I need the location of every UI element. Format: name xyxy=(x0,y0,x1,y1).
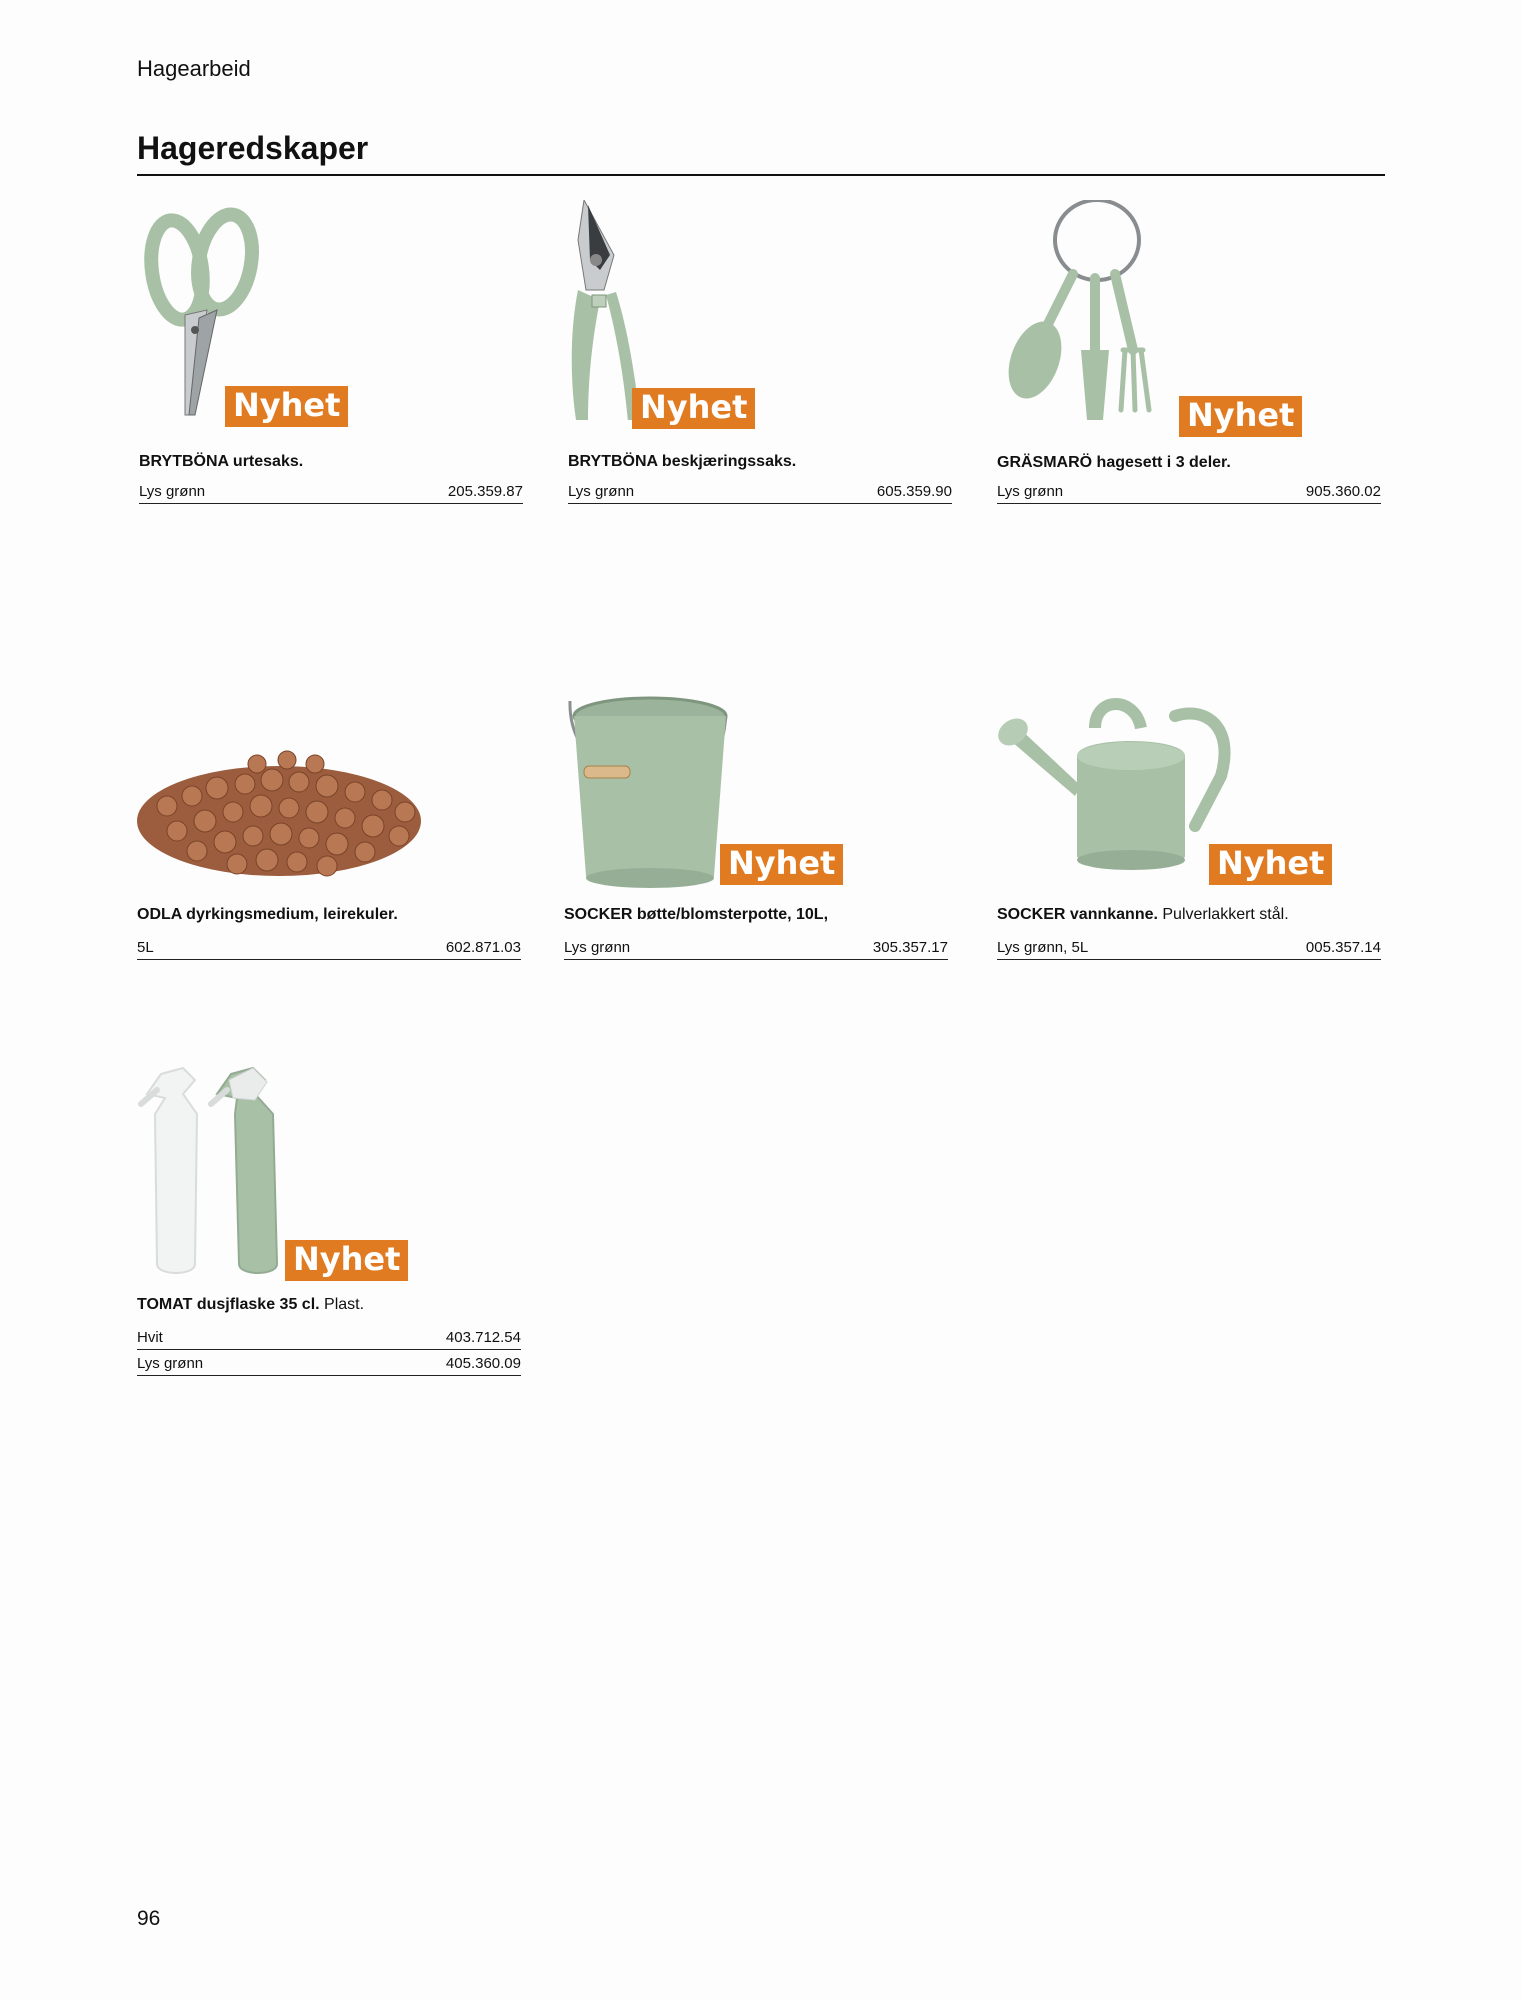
variant-label: Lys grønn xyxy=(139,483,206,500)
variant-label: 5L xyxy=(137,939,154,956)
variant-row xyxy=(997,480,1381,504)
variant-label: Hvit xyxy=(137,1329,163,1346)
title-divider xyxy=(137,174,1385,176)
article-number: 905.360.02 xyxy=(1305,483,1381,500)
product-name xyxy=(139,453,303,471)
clay-pebbles-icon xyxy=(137,656,523,904)
product-title: ODLA dyrkingsmedium, leirekuler. xyxy=(137,906,398,923)
product-name xyxy=(564,906,828,924)
product-name xyxy=(568,453,796,471)
product-image xyxy=(995,200,1381,448)
product-name xyxy=(137,1296,364,1314)
article-number: 005.357.14 xyxy=(1305,939,1381,956)
pruning-shears-icon xyxy=(566,200,952,420)
new-badge: Nyhet xyxy=(720,844,843,885)
product-title: GRÄSMARÖ hagesett i 3 deler. xyxy=(997,454,1231,471)
product-card[interactable] xyxy=(137,1054,523,1372)
variant-row xyxy=(139,480,523,504)
product-image xyxy=(566,200,952,448)
new-badge: Nyhet xyxy=(632,388,755,429)
variant-row xyxy=(137,1352,521,1376)
page-title: Hageredskaper xyxy=(137,130,369,166)
article-number: 405.360.09 xyxy=(445,1355,521,1372)
section-label: Hagearbeid xyxy=(137,56,251,81)
variant-label: Lys grønn, 5L xyxy=(997,939,1089,956)
variant-row xyxy=(137,936,521,960)
product-title: BRYTBÖNA urtesaks. xyxy=(139,453,304,470)
product-image xyxy=(564,656,950,904)
product-title: SOCKER vannkanne. xyxy=(997,906,1158,923)
product-card[interactable] xyxy=(995,200,1381,500)
variant-label: Lys grønn xyxy=(568,483,635,500)
article-number: 205.359.87 xyxy=(447,483,523,500)
product-card[interactable] xyxy=(995,656,1381,956)
product-card[interactable] xyxy=(564,656,950,956)
product-image xyxy=(995,656,1381,904)
variant-row xyxy=(568,480,952,504)
product-card[interactable] xyxy=(566,200,952,500)
variant-label: Lys grønn xyxy=(997,483,1064,500)
product-card[interactable] xyxy=(137,200,523,500)
product-title: SOCKER bøtte/blomsterpotte, 10L, xyxy=(564,906,829,923)
product-image xyxy=(137,1054,523,1302)
product-title: TOMAT dusjflaske 35 cl. xyxy=(137,1296,320,1313)
product-image xyxy=(137,200,523,448)
variant-row xyxy=(137,1326,521,1350)
new-badge: Nyhet xyxy=(1179,396,1302,437)
product-name xyxy=(997,454,1231,472)
product-title: BRYTBÖNA beskjæringssaks. xyxy=(568,453,797,470)
page-number: 96 xyxy=(137,1907,161,1930)
new-badge: Nyhet xyxy=(1209,844,1332,885)
product-name xyxy=(997,906,1289,924)
article-number: 305.357.17 xyxy=(872,939,948,956)
product-card[interactable] xyxy=(137,656,523,956)
article-number: 602.871.03 xyxy=(445,939,521,956)
product-desc: Plast. xyxy=(319,1296,365,1313)
new-badge: Nyhet xyxy=(285,1240,408,1281)
product-image xyxy=(137,656,523,904)
variant-label: Lys grønn xyxy=(137,1355,204,1372)
article-number: 403.712.54 xyxy=(445,1329,521,1346)
variant-row xyxy=(997,936,1381,960)
product-desc: Pulverlakkert stål. xyxy=(1157,906,1289,923)
product-name xyxy=(137,906,398,924)
variant-row xyxy=(564,936,948,960)
new-badge: Nyhet xyxy=(225,386,348,427)
variant-label: Lys grønn xyxy=(564,939,631,956)
article-number: 605.359.90 xyxy=(876,483,952,500)
